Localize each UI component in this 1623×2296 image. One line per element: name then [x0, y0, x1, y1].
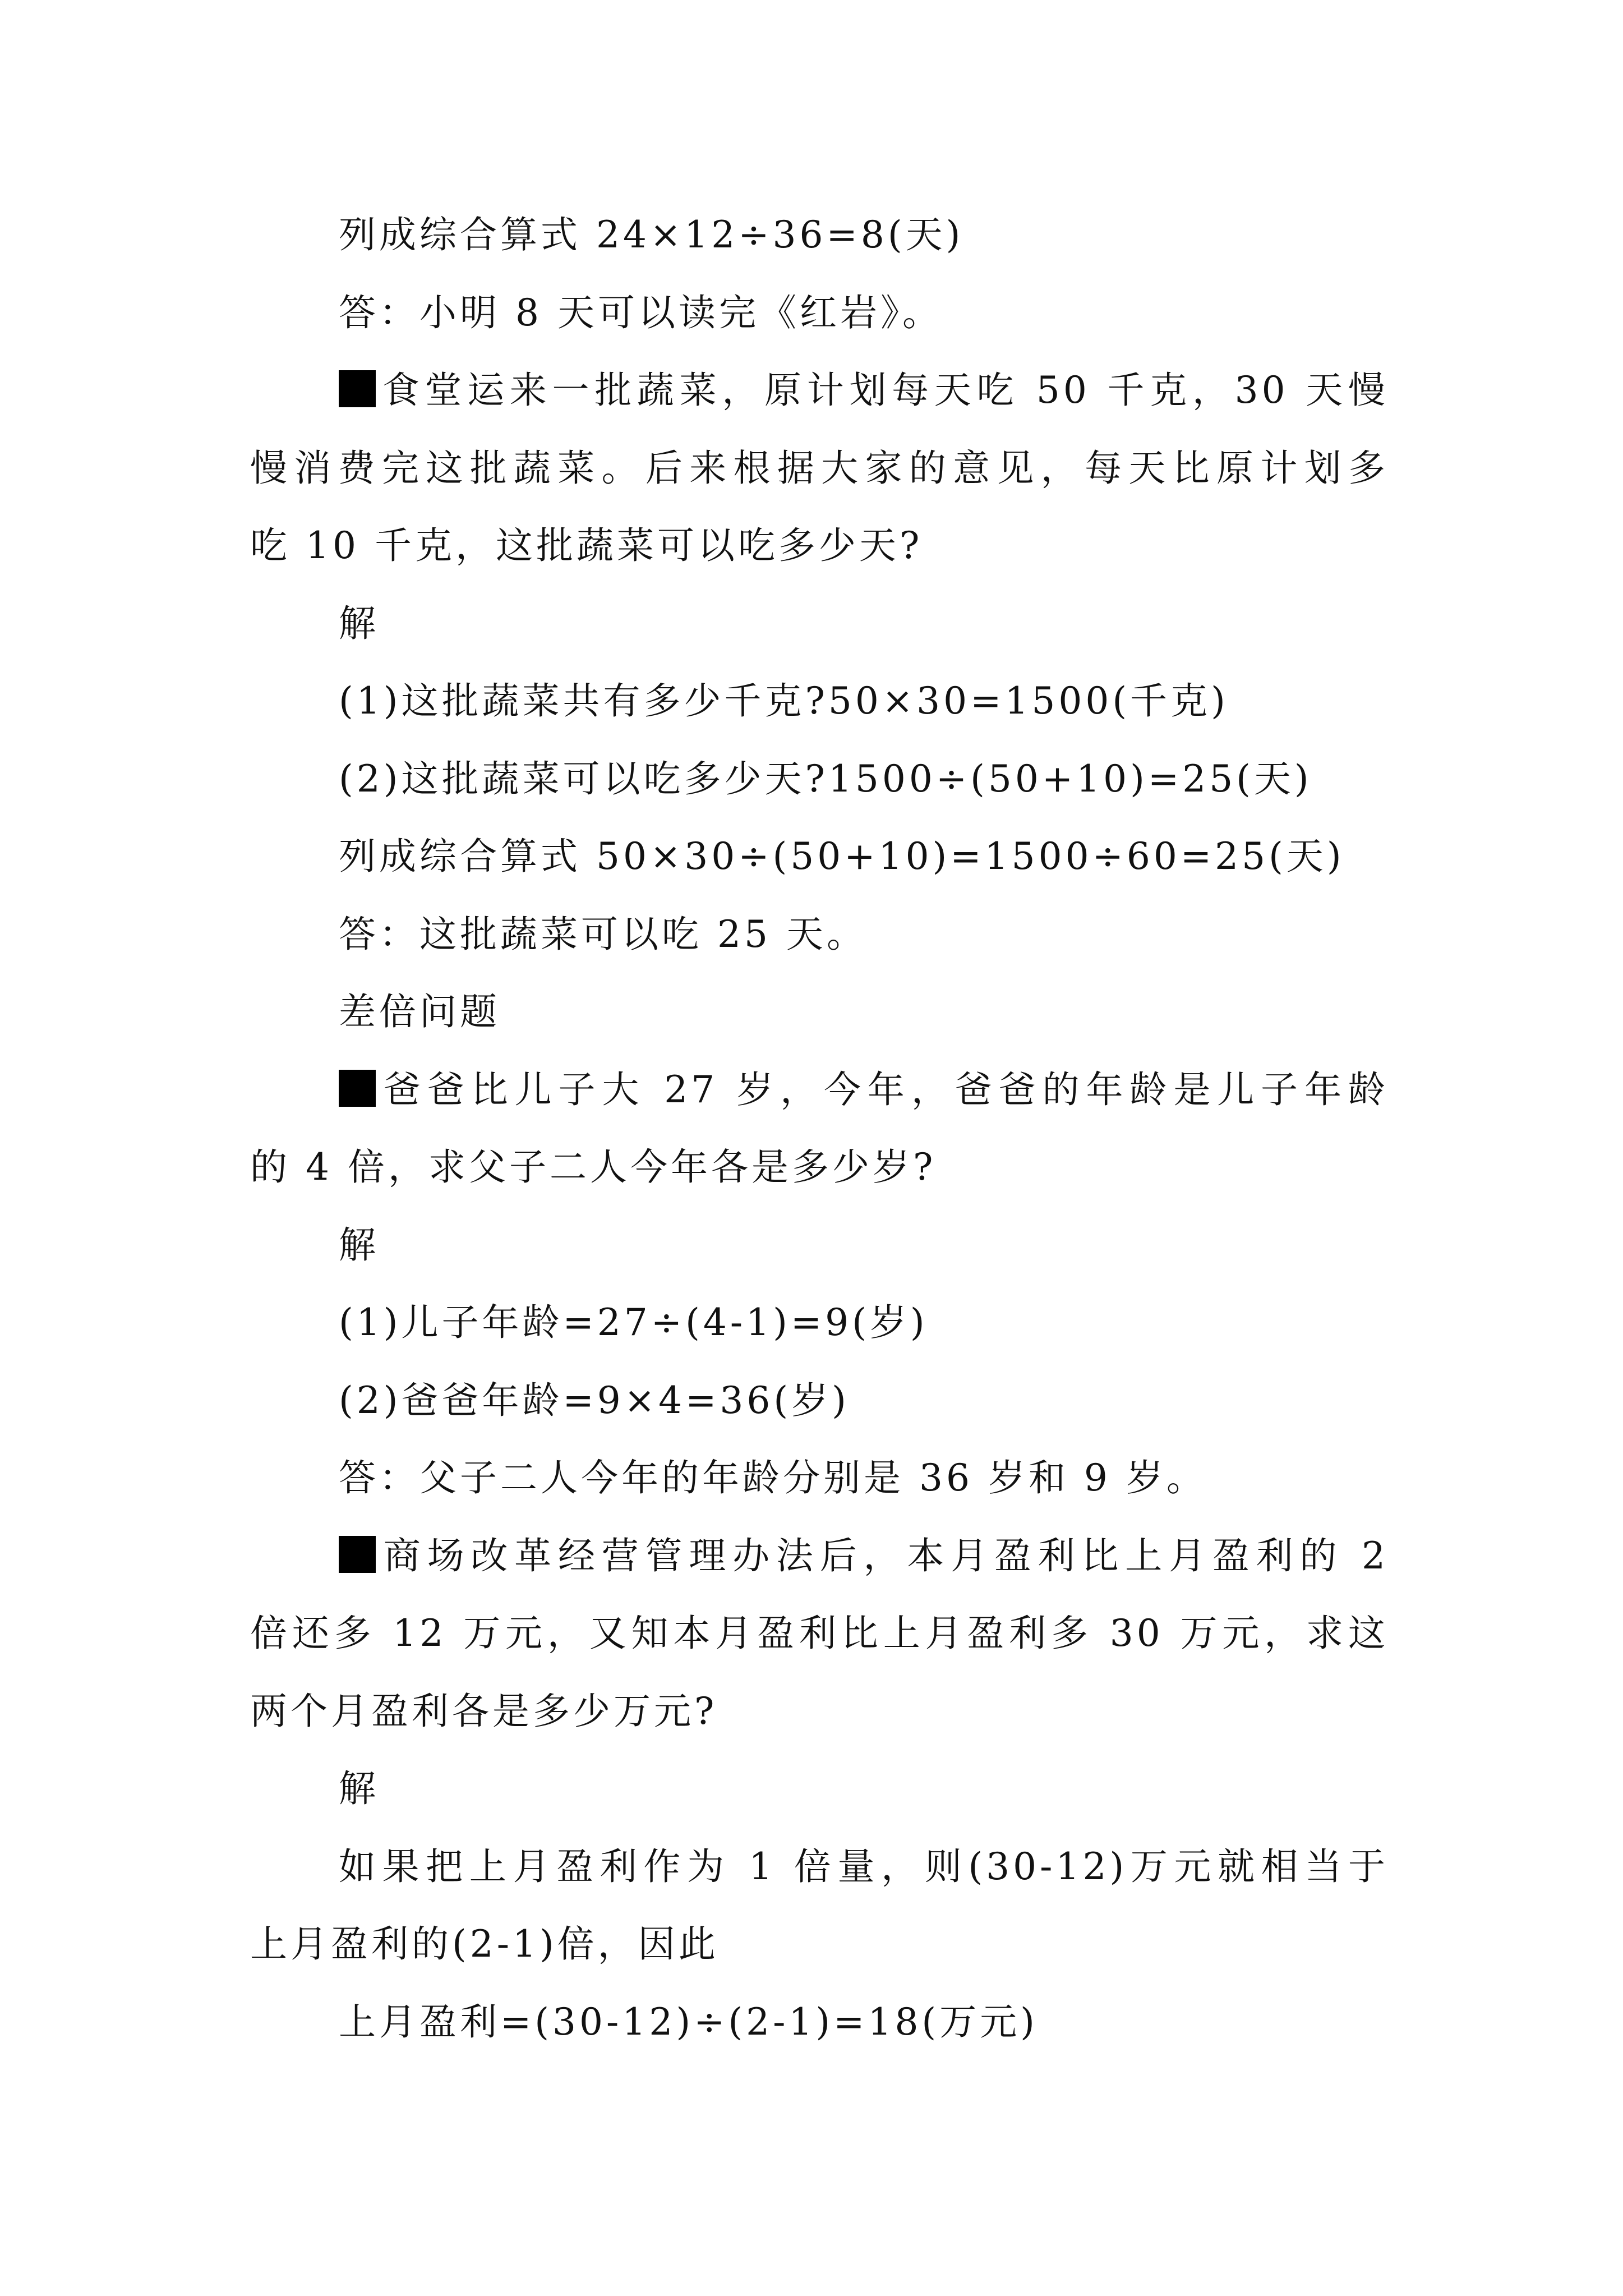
- paragraph-line: [250, 196, 1389, 274]
- paragraph-line: [250, 1129, 1389, 1207]
- paragraph-line: [250, 896, 1389, 974]
- paragraph-line: [250, 1439, 1389, 1517]
- line-text: 商场改革经营管理办法后，本月盈利比上月盈利的 2: [380, 1534, 1389, 1577]
- line-text: (2)爸爸年龄=9×4=36(岁): [339, 1378, 850, 1422]
- problem-first-line: [250, 1051, 1389, 1129]
- line-text: 爸爸比儿子大 27 岁，今年，爸爸的年龄是儿子年龄: [380, 1068, 1389, 1111]
- line-text: (2)这批蔬菜可以吃多少天?1500÷(50+10)=25(天): [339, 757, 1312, 800]
- paragraph-line: [250, 818, 1389, 896]
- line-text: 上月盈利=(30-12)÷(2-1)=18(万元): [339, 2000, 1038, 2044]
- line-text: 吃 10 千克，这批蔬菜可以吃多少天?: [250, 524, 923, 567]
- paragraph-line: [250, 1828, 1389, 1906]
- line-text: 答：小明 8 天可以读完《红岩》。: [339, 291, 943, 334]
- paragraph-line: [250, 1673, 1389, 1751]
- line-text: 慢消费完这批蔬菜。后来根据大家的意见，每天比原计划多: [250, 446, 1389, 490]
- square-bullet-icon: [339, 1536, 376, 1573]
- square-bullet-icon: [339, 370, 376, 407]
- line-text: 差倍问题: [339, 990, 500, 1033]
- document-body: [250, 196, 1389, 2061]
- paragraph-line: [250, 430, 1389, 508]
- line-text: (1)儿子年龄=27÷(4-1)=9(岁): [339, 1301, 928, 1344]
- line-text: 解: [339, 601, 379, 645]
- square-bullet-icon: [339, 1070, 376, 1107]
- line-text: 列成综合算式 50×30÷(50+10)=1500÷60=25(天): [339, 835, 1345, 878]
- line-text: 列成综合算式 24×12÷36=8(天): [339, 213, 964, 256]
- section-heading: [250, 973, 1389, 1051]
- paragraph-line: [250, 274, 1389, 352]
- paragraph-line: [250, 507, 1389, 585]
- paragraph-line: [250, 1906, 1389, 1984]
- line-text: 解: [339, 1767, 379, 1810]
- solution-heading: [250, 1750, 1389, 1828]
- paragraph-line: [250, 1984, 1389, 2062]
- line-text: 答：父子二人今年的年龄分别是 36 岁和 9 岁。: [339, 1456, 1207, 1499]
- line-text: 答：这批蔬菜可以吃 25 天。: [339, 912, 867, 956]
- paragraph-line: [250, 1284, 1389, 1362]
- line-text: 的 4 倍，求父子二人今年各是多少岁?: [250, 1145, 937, 1189]
- line-text: 两个月盈利各是多少万元?: [250, 1689, 718, 1733]
- line-text: 食堂运来一批蔬菜，原计划每天吃 50 千克，30 天慢: [380, 369, 1389, 412]
- solution-heading: [250, 1207, 1389, 1285]
- solution-heading: [250, 585, 1389, 663]
- line-text: 解: [339, 1223, 379, 1267]
- problem-first-line: [250, 1517, 1389, 1595]
- problem-first-line: [250, 352, 1389, 430]
- line-text: 上月盈利的(2-1)倍，因此: [250, 1922, 719, 1966]
- paragraph-line: [250, 662, 1389, 740]
- paragraph-line: [250, 740, 1389, 818]
- line-text: 如果把上月盈利作为 1 倍量，则(30-12)万元就相当于: [339, 1844, 1389, 1888]
- paragraph-line: [250, 1362, 1389, 1440]
- line-text: 倍还多 12 万元，又知本月盈利比上月盈利多 30 万元，求这: [250, 1612, 1389, 1655]
- line-text: (1)这批蔬菜共有多少千克?50×30=1500(千克): [339, 679, 1229, 723]
- paragraph-line: [250, 1595, 1389, 1673]
